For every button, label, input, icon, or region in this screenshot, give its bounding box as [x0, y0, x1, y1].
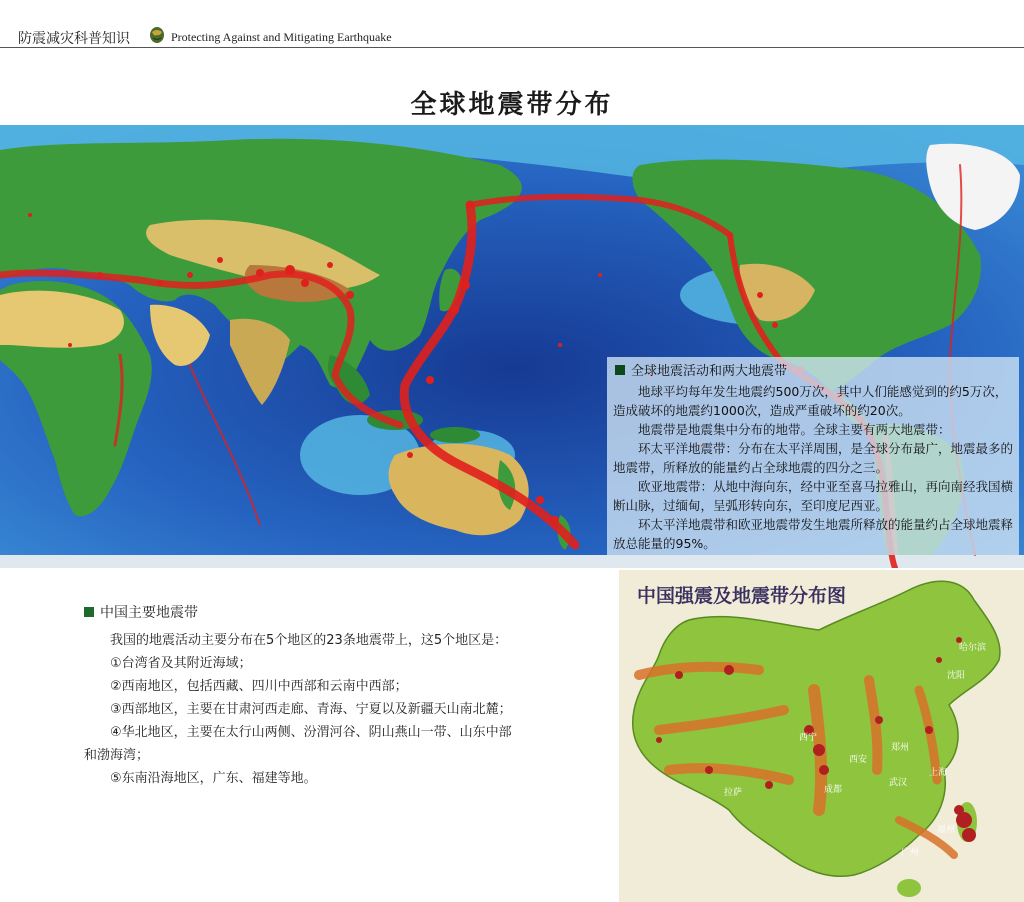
city-label: 西安 — [849, 755, 868, 765]
antarctica — [0, 555, 1024, 568]
china-section-heading: 中国主要地震带 — [100, 605, 198, 621]
square-bullet-icon — [84, 607, 94, 617]
city-label: 沈阳 — [947, 671, 966, 681]
new-guinea-island — [430, 427, 480, 443]
china-zone-item: ⑤东南沿海地区，广东、福建等地。 — [110, 771, 317, 786]
global-info-heading-row — [615, 362, 787, 381]
city-label: 福州 — [937, 825, 956, 835]
china-zone-item: ④华北地区，主要在太行山两侧、汾渭河谷、阴山燕山一带、山东中部和渤海湾； — [84, 725, 512, 763]
header-en-title: Protecting Against and Mitigating Earthquake — [171, 30, 392, 44]
china-earthquake-map — [619, 570, 1024, 902]
earth-globe-logo-icon — [148, 24, 166, 44]
china-seismic-zones-section — [84, 602, 524, 790]
china-section-intro: 我国的地震活动主要分布在5个地区的23条地震带上，这5个地区是： — [110, 633, 508, 648]
header-cn-title: 防震减灾科普知识 — [18, 31, 130, 47]
city-label: 拉萨 — [724, 788, 743, 798]
city-label: 西宁 — [799, 733, 818, 743]
china-zone-item: ③西部地区，主要在甘肃河西走廊、青海、宁夏以及新疆天山南北麓； — [110, 702, 512, 717]
global-info-paragraph: 环太平洋地震带：分布在太平洋周围，是全球分布最广，地震最多的地震带，所释放的能量约占全球地震的四分之三。 — [613, 441, 1014, 475]
header-divider — [0, 47, 1024, 48]
hainan-island — [897, 879, 921, 897]
city-label: 上海 — [929, 768, 948, 778]
city-label: 成都 — [824, 785, 843, 795]
world-earthquake-map — [0, 125, 1024, 568]
page-title: 全球地震带分布 — [410, 90, 614, 120]
global-info-paragraph: 地震带是地震集中分布的地带。全球主要有两大地震带： — [638, 422, 951, 437]
city-label: 郑州 — [891, 743, 910, 753]
global-info-paragraph: 欧亚地震带：从地中海向东，经中亚至喜马拉雅山，再向南经我国横断山脉，过缅甸，呈弧形转向东，至印度尼西亚。 — [613, 479, 1014, 513]
china-section-heading-row — [84, 602, 524, 625]
global-earthquake-info-box — [607, 357, 1019, 555]
china-map-title: 中国强震及地震带分布图 — [637, 585, 847, 607]
global-info-heading: 全球地震活动和两大地震带 — [631, 364, 788, 379]
city-label: 广州 — [901, 848, 920, 858]
china-zone-item: ①台湾省及其附近海域； — [110, 656, 252, 671]
china-map-graphic — [619, 570, 1024, 902]
china-zone-item: ②西南地区，包括西藏、四川中西部和云南中西部； — [110, 679, 408, 694]
global-info-paragraph: 环太平洋地震带和欧亚地震带发生地震所释放的能量约占全球地震释放总能量的95%。 — [613, 517, 1014, 551]
city-label: 武汉 — [889, 778, 908, 788]
square-bullet-icon — [615, 365, 625, 375]
city-label: 哈尔滨 — [959, 643, 987, 653]
page-header — [0, 0, 1024, 48]
global-info-paragraph: 地球平均每年发生地震约500万次，其中人们能感觉到的约5万次，造成破坏的地震约1000次，造成严重破坏的约20次。 — [613, 384, 1008, 418]
